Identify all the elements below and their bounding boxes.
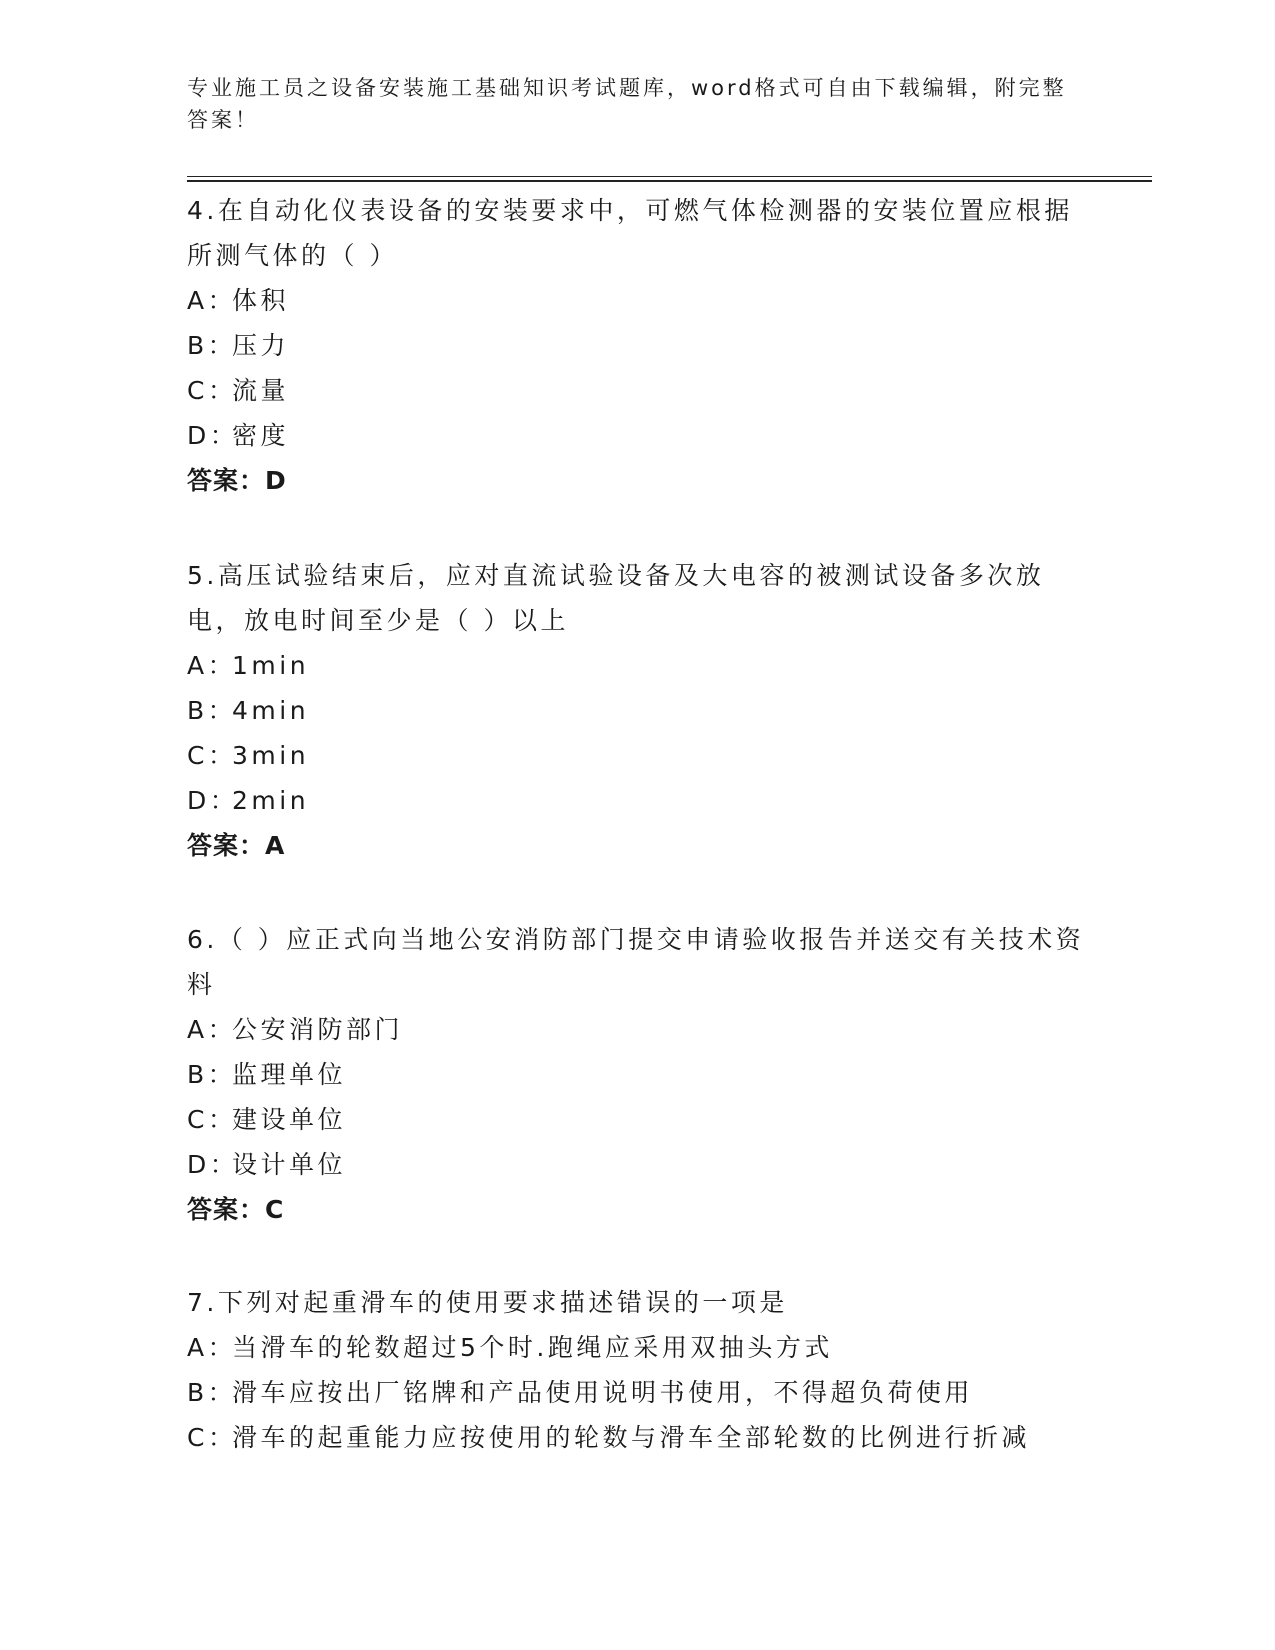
option-text: 4min [232,696,310,725]
option-text: 2min [232,786,310,815]
question-7 [187,1280,1087,1460]
option-b [187,1370,1087,1415]
option-b [187,323,1087,368]
option-key: A： [187,286,237,315]
option-text: 建设单位 [232,1105,347,1134]
option-text: 滑车的起重能力应按使用的轮数与滑车全部轮数的比例进行折减 [232,1423,1031,1452]
option-d [187,778,1087,823]
option-text: 监理单位 [232,1060,347,1089]
question-stem: 4.在自动化仪表设备的安装要求中，可燃气体检测器的安装位置应根据所测气体的（ ） [187,196,1073,270]
option-c [187,1097,1087,1142]
option-key: D： [187,786,239,815]
header-divider-thin [187,176,1152,177]
option-b [187,688,1087,733]
option-key: C： [187,376,237,405]
answer: 答案：C [187,1195,285,1224]
option-key: C： [187,1105,237,1134]
answer: 答案：D [187,466,287,495]
option-key: D： [187,1150,239,1179]
answer: 答案：A [187,831,286,860]
header-divider-thick [187,180,1152,182]
question-6 [187,917,1087,1232]
option-key: C： [187,741,237,770]
option-c [187,1415,1087,1460]
option-text: 公安消防部门 [232,1015,404,1044]
option-text: 密度 [232,421,290,450]
option-key: A： [187,1333,237,1362]
option-key: D： [187,421,239,450]
option-key: B： [187,696,237,725]
option-text: 体积 [232,286,290,315]
option-text: 3min [232,741,310,770]
option-text: 滑车应按出厂铭牌和产品使用说明书使用，不得超负荷使用 [232,1378,974,1407]
option-a [187,1325,1087,1370]
question-5 [187,553,1087,868]
option-key: A： [187,1015,237,1044]
question-4 [187,188,1087,503]
option-c [187,733,1087,778]
option-text: 当滑车的轮数超过5个时.跑绳应采用双抽头方式 [232,1333,833,1362]
option-a [187,1007,1087,1052]
option-d [187,413,1087,458]
option-key: B： [187,1060,237,1089]
question-stem: 5.高压试验结束后，应对直流试验设备及大电容的被测试设备多次放电，放电时间至少是（ ）以上 [187,561,1045,635]
option-text: 1min [232,651,310,680]
option-c [187,368,1087,413]
option-key: B： [187,1378,237,1407]
option-key: A： [187,651,237,680]
option-key: B： [187,331,237,360]
question-stem: 7.下列对起重滑车的使用要求描述错误的一项是 [187,1288,788,1317]
option-text: 流量 [232,376,290,405]
question-stem: 6.（ ）应正式向当地公安消防部门提交申请验收报告并送交有关技术资料 [187,925,1085,999]
option-text: 压力 [232,331,290,360]
document-header: 专业施工员之设备安装施工基础知识考试题库，word格式可自由下载编辑，附完整答案！ [187,76,1067,132]
option-a [187,643,1087,688]
option-key: C： [187,1423,237,1452]
option-d [187,1142,1087,1187]
option-text: 设计单位 [232,1150,347,1179]
option-a [187,278,1087,323]
option-b [187,1052,1087,1097]
